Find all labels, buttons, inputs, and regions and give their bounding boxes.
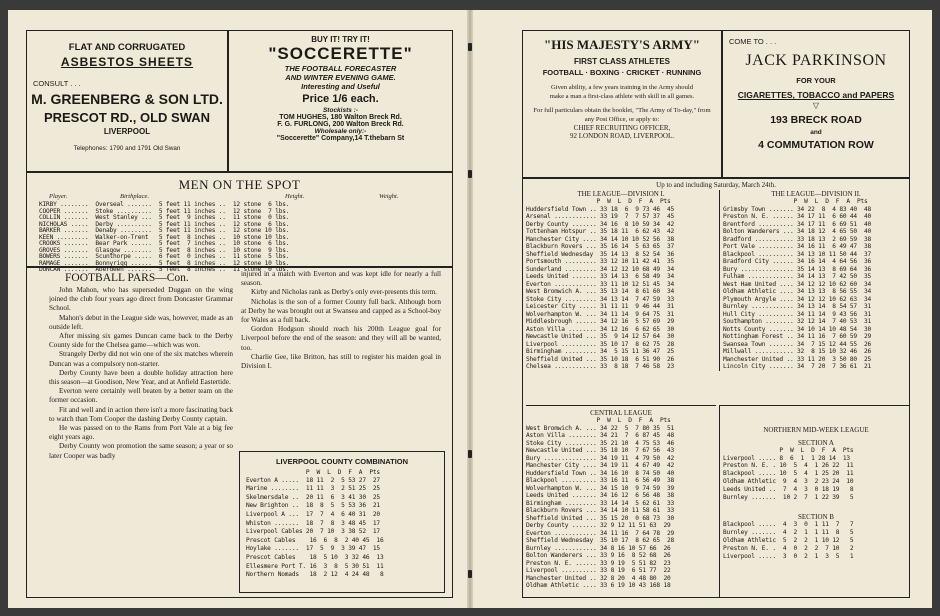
header-player: Player. [49,193,68,200]
division-1 [526,190,716,371]
army-title: "HIS MAJESTY'S ARMY" [543,37,700,52]
army-line-4: For full particulars obtain the booklet, "The Army of To-day," from any Post Office, or apply to: [533,107,711,123]
greenberg-advert [26,30,228,172]
men-on-the-spot-box [26,172,453,273]
stockists-label: Stockists :- [322,107,359,114]
division-2-header: P W L D F A Pts [723,198,868,205]
central-league-table: West Bromwich A. ... 34 22 5 7 80 35 51 Aston Villa ........ 34 21 7 6 87 45 48 Stoke City ......... 35 21 10 4 75 53 46 Newcastle United ... 35 18 10 7 67 56 43 Bury ............... 34 19 11 4 79 50 42 Manchester City .... 34 19 11 4 67 49 42 Huddersfield Town .. 34 16 10 8 74 50 40 Blackpool .......... 33 16 11 6 56 49 38 Wolverhampton W. ... 34 15 10 9 74 59 39 Leeds United ....... 34 16 12 6 56 48 38 Birmingham ......... 33 14 14 5 62 61 33 Blackburn Rovers ... 34 14 10 11 58 61 33 Sheffield United ... 35 15 20 0 68 73 30 Derby County ....... 32 9 12 11 51 63 29 Everton ............ 34 11 16 7 64 78 29 Sheffield Wednesday 35 10 17 8 62 65 28 Burnley ............ 34 8 16 10 57 66 26 Bolton Wanderers ... 33 9 16 8 52 68 26 Preston N. E. ...... 33 9 19 5 51 82 23 Liverpool .......... 33 8 19 6 51 77 22 Manchester United .. 32 8 20 4 48 80 20 Oldham Athletic .... 33 6 19 10 43 168 18 [526,424,675,590]
par-paragraph: John Mahon, who has superseded Duggan on the wing joined the club four years ago direct from Doncaster Grammar School. [49,286,233,313]
buy-it-line: BUY IT! TRY IT! [311,35,370,44]
army-line-6: 92 LONDON ROAD, LIVERPOOL. [569,132,675,140]
stockist-1: TOM HUGHES, 180 Walton Breck Rd. [279,114,402,121]
company-city: LIVERPOOL [103,127,151,136]
header-birthplace: Birthplace. [120,193,150,200]
section-b-title: SECTION B [798,513,834,522]
par-paragraph: injured in a match with Everton and was kept idle for nearly a full season. [241,270,441,288]
par-paragraph: Charlie Gee, like Britton, has still to register his maiden goal in Division I. [241,352,441,371]
par-paragraph: He was passed on to the Rams from Port Vale at a big fee eight years ago. [49,424,233,442]
par-paragraph: Kirby and Nicholas rank as Derby's only ever-presents this term. [251,288,437,297]
men-on-the-spot-title: MEN ON THE SPOT [178,177,301,192]
soccerette-line-3: Interesting and Useful [301,82,380,91]
football-pars-box [26,267,453,598]
header-weight: Weight. [379,193,399,200]
midweek-header: P W L D F A Pts [723,447,854,454]
combination-title: LIVERPOOL COUNTY COMBINATION [275,457,409,466]
parkinson-address-2: 4 COMMUTATION ROW [758,139,874,151]
par-paragraph: Mahon's debut in the League side was, however, made as an outside left. [49,313,233,331]
right-page [470,10,932,608]
midweek-title: NORTHERN MID-WEEK LEAGUE [763,426,869,434]
left-page [8,10,470,608]
tables-date: Up to and including Saturday, March 24th. [656,181,776,189]
division-1-header: P W L D F A Pts [526,198,671,205]
section-a-table: Liverpool ..... 8 6 1 1 28 14 13 Preston N. E. . 10 5 4 1 26 22 11 Blackpool ..... 10 5 4 1 25 20 11 Oldham Athletic 9 4 3 2 23 24 10 Leeds United .. 7 4 3 0 18 19 8 Burnley ....... 10 2 7 1 22 39 5 [723,454,854,501]
parkinson-advert [722,30,910,178]
players-table: KIRBY ........ Overseal ....... 5 feet 11 inches .. 12 stone 6 lbs. COOPER ....... Stoke .......... 5 feet 11 inches .. 12 stone 7 lbs. COLLIN ....... West Stanley ... 5 feet 9 inches .. 11 stone 0 lbs. NICHOLAS ..... Derby .......... 5 feet 11 inches .. 12 stone 6 lbs. BARKER ....... Denaby ......... 5 feet 11 inches .. 12 stone 10 lbs. KEEN ......... Walker-on-Trent 5 feet 8 inches .. 10 stone 10 lbs. CROOKS ....... Bear Park ...... 5 feet 7 inches .. 10 stone 6 lbs. GROVES ....... Glasgow ........ 5 feet 8 inches .. 10 stone 9 lbs. BOWERS ....... Scunthorpe ..... 6 feet 0 inches .. 11 stone 5 lbs. RAMAGE ....... Bonnyrigg ...... 5 feet 8 inches .. 12 stone 10 lbs. DUNCAN ....... Aberdeen ....... 5 feet 8 inches .. 11 stone 0 lbs. [39,201,290,273]
par-paragraph: Strangely Derby did not win one of the six matches wherein Duncan was a compulsory non-starter. [49,350,233,368]
pars-column-1 [49,286,233,596]
wholesale-label: Wholesale only:- [314,128,367,135]
parkinson-goods: CIGARETTES, TOBACCO and PAPERS [737,90,895,100]
spot-headers [27,193,452,202]
football-pars-title: FOOTBALL PARS—Con. [65,272,189,284]
company-name: M. GREENBERG & SON LTD. [31,91,223,107]
soccerette-price: Price 1/6 each. [302,93,379,105]
section-a-title: SECTION A [798,439,834,447]
programme-spread [8,10,932,608]
for-your-text: FOR YOUR [796,76,836,85]
stockist-2: F. G. FURLONG, 200 Walton Breck Rd. [277,121,404,128]
pars-column-2 [241,270,441,440]
soccerette-line-2: AND WINTER EVENING GAME. [285,73,396,82]
midweek-league [719,405,909,597]
league-tables-box [522,178,910,598]
come-to-text: COME TO . . . [729,37,777,46]
soccerette-line-1: THE FOOTBALL FORECASTER [284,64,397,73]
soccerette-title: "SOCCERETTE" [268,44,413,63]
par-paragraph: Derby County have been a double holiday attraction here this season—at Goodison, New Year, and at Anfield Eastertide. [49,368,233,387]
advert-headline: FLAT AND CORRUGATED [68,42,186,53]
and-text: and [810,129,822,136]
advert-title: ASBESTOS SHEETS [60,55,194,69]
par-paragraph: Derby County won promotion the same season; a year or so later Cooper was badly [49,442,233,460]
shield-icon: ▽ [812,101,820,110]
combination-header: P W L D F A Pts [246,469,380,476]
central-league-header: P W L D F A Pts [526,417,671,424]
company-phone: Telephones: 1790 and 1791 Old Swan [73,145,181,152]
army-line-5: CHIEF RECRUITING OFFICER, [573,124,671,132]
combination-box [239,451,445,593]
company-address: PRESCOT RD., OLD SWAN [43,110,211,125]
army-line-2: FOOTBALL · BOXING · CRICKET · RUNNING [542,68,702,77]
division-1-table: Huddersfield Town .. 33 18 6 9 73 46 45 Arsenal ............ 33 19 7 7 57 37 45 Derby County ....... 34 16 8 10 59 34 42 Tottenham Hotspur .. 35 18 11 6 62 43 42 Manchester City .... 34 14 10 10 52 56 38 Blackburn Rovers ... 35 16 14 5 63 65 37 Sheffield Wednesday 35 14 13 8 52 54 36 Portsmouth ......... 33 12 10 11 42 41 35 Sunderland ......... 34 12 12 10 68 49 34 Leeds United ....... 33 14 13 6 58 49 34 Everton ............ 33 11 10 12 51 45 34 West Bromwich A. ... 35 13 14 8 61 60 34 Stoke City ......... 34 13 14 7 47 59 33 Leicester City ..... 31 11 11 9 46 44 31 Wolverhampton W. ... 34 11 14 9 64 75 31 Middlesbrough ...... 34 12 16 5 57 69 29 Aston Villa ........ 34 12 16 6 62 65 30 Newcastle United ... 35 9 14 12 57 64 30 Liverpool .......... 35 10 17 8 62 75 28 Birmingham ......... 34 5 15 11 36 47 25 Sheffield United ... 35 10 18 6 51 90 26 Chelsea ............ 33 8 18 7 46 58 23 [526,205,675,371]
par-paragraph: Everton were certainly well beaten by a better team on the former occasion. [49,387,233,405]
par-paragraph: Gordon Hodgson should reach his 200th League goal for Liverpool before the end of the season: and they will all be wanted, too. [241,325,441,352]
central-league-title: CENTRAL LEAGUE [590,409,652,417]
par-paragraph: After missing six games Duncan came back to the Derby County side for the Chelsea game—which was won. [49,332,233,350]
division-2-table: Grimsby Town ....... 34 22 8 4 83 40 48 Preston N. E. ...... 34 17 11 6 60 44 40 Brentford .......... 34 17 11 6 69 51 40 Bolton Wanderers ... 34 18 12 4 65 50 40 Bradford ........... 33 18 13 2 69 59 38 Port Vale .......... 34 16 11 6 49 47 38 Blackpool .......... 34 13 10 11 50 44 37 Bradford City ...... 34 16 14 4 64 56 36 Bury ............... 35 14 13 8 69 64 36 Fulham ............. 34 14 13 7 42 50 35 West Ham United .... 34 12 12 10 62 60 34 Oldham Athletic .... 34 13 13 8 56 55 34 Plymouth Argyle .... 34 12 12 10 62 63 34 Burnley ............ 34 13 14 8 54 57 31 Hull City .......... 34 11 14 9 43 56 31 Southampton ........ 32 12 14 7 40 53 31 Notts County ....... 34 10 14 10 48 54 30 Nottingham Forest .. 34 11 16 7 60 59 29 Swansea Town ....... 34 7 15 12 44 55 26 Millwall ........... 32 8 15 10 32 46 26 Manchester United .. 33 11 20 3 50 80 25 Lincoln City ....... 34 7 20 7 36 61 21 [723,205,872,371]
army-line-3: Given ability, a few years training in the Army should make a man a first-class athlete with skill in all games. [549,84,695,100]
combination-table: Everton A ..... 18 11 2 5 53 27 27 Marine ........ 11 11 3 2 51 25 25 Skelmersdale .. 20 11 6 3 41 30 25 New Brighton .. 18 8 5 5 53 36 21 Liverpool A ... 17 7 4 6 40 31 20 Whiston ....... 18 7 8 3 48 45 17 Liverpool Cables 20 7 10 3 38 52 17 Prescot Cables 16 6 8 2 40 45 16 Hoylake ....... 17 5 9 3 39 47 15 Prescot Cables 18 5 10 3 32 46 13 Ellesmere Port T. 16 3 8 5 30 51 11 Northern Nomads 18 2 12 4 24 48 8 [246,476,384,579]
parkinson-name: JACK PARKINSON [745,52,887,69]
section-b-table: Blackpool ..... 4 3 0 1 11 7 7 Burnley ....... 4 2 1 1 11 8 5 Oldham Athletic 5 2 2 1 10 12 5 Preston N. E. . 4 0 2 2 7 10 2 Liverpool ..... 3 0 2 1 3 5 1 [723,521,854,560]
army-line-1: FIRST CLASS ATHLETES [574,57,670,66]
par-paragraph: Fit and well and in action there isn't a more fascinating back to watch than Tom Cooper the dashing Derby County captain. [49,405,233,423]
division-2 [719,190,909,371]
central-league [526,405,716,590]
army-advert [522,30,722,178]
par-paragraph: Nicholas is the son of a former County full back. Although born at Derby he was brought out at Swansea and capped as a School-boy for Wales as a full back. [241,297,441,325]
header-height: Height. [285,193,305,200]
stockist-3: "Soccerette" Company,14 T.thebarn St [276,135,405,142]
division-2-title: THE LEAGUE—DIVISION II. [771,190,861,198]
division-1-title: THE LEAGUE—DIVISION I. [577,190,665,198]
parkinson-address-1: 193 BRECK ROAD [770,114,862,126]
soccerette-advert [228,30,453,172]
consult-text: CONSULT . . . [33,79,81,88]
